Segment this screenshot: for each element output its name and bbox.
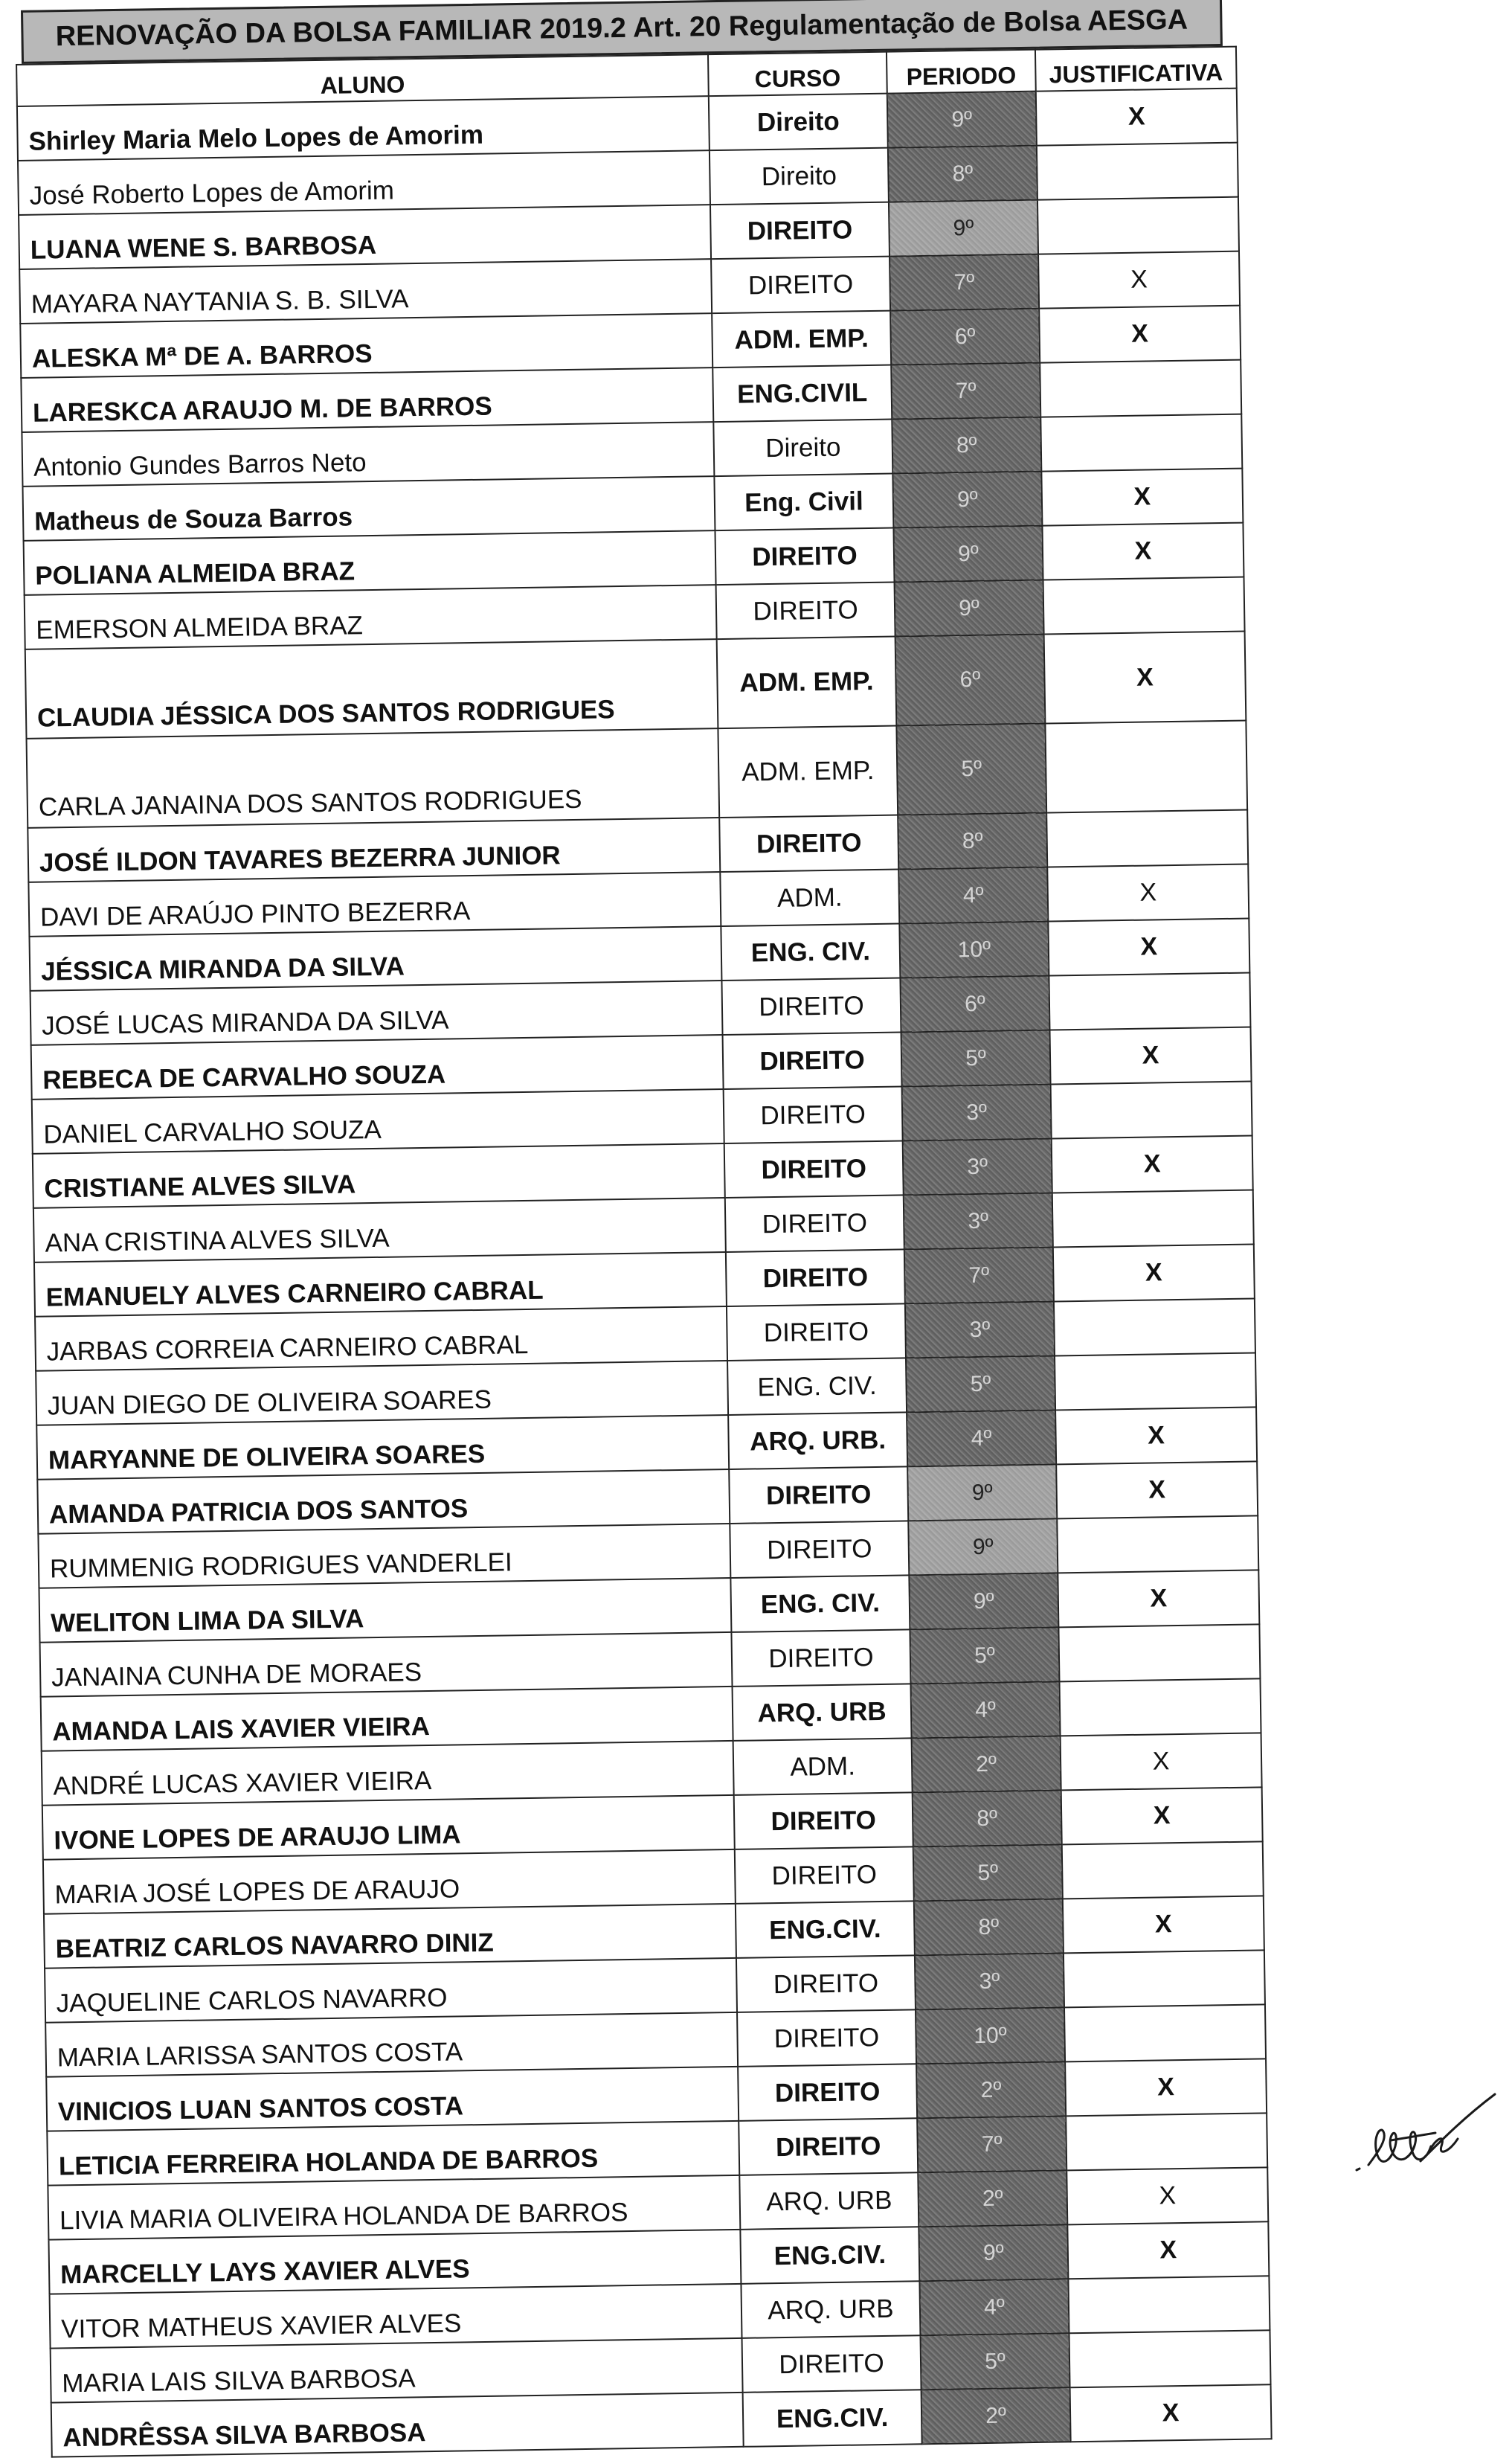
cell-periodo: 3º <box>902 1085 1052 1141</box>
cell-justificativa <box>1052 1190 1254 1247</box>
cell-justificativa: X <box>1055 1407 1257 1464</box>
column-header-periodo: PERIODO <box>887 50 1036 94</box>
cell-justificativa <box>1059 1678 1261 1736</box>
cell-justificativa <box>1049 973 1250 1030</box>
cell-justificativa: X <box>1038 251 1240 309</box>
cell-periodo: 8º <box>914 1899 1064 1955</box>
cell-aluno: VITOR MATHEUS XAVIER ALVES <box>50 2284 742 2349</box>
cell-justificativa: X <box>1067 2167 1268 2224</box>
cell-aluno: ANDRÊSSA SILVA BARBOSA <box>51 2393 744 2457</box>
document-title: RENOVAÇÃO DA BOLSA FAMILIAR 2019.2 Art. 20 Regulamentação de Bolsa AESGA <box>21 0 1223 64</box>
cell-curso: DIREITO <box>725 1195 904 1252</box>
cell-curso: ADM. EMP. <box>718 726 898 818</box>
cell-aluno: WELITON LIMA DA SILVA <box>39 1578 731 1643</box>
cell-periodo: 8º <box>898 813 1047 870</box>
cell-periodo: 2º <box>921 2387 1071 2444</box>
column-header-justificativa: JUSTIFICATIVA <box>1035 47 1237 92</box>
cell-curso: ARQ. URB <box>741 2281 920 2338</box>
cell-justificativa <box>1069 2330 1270 2387</box>
cell-aluno: MARCELLY LAYS XAVIER ALVES <box>48 2230 741 2294</box>
cell-periodo: 9º <box>909 1573 1058 1629</box>
cell-justificativa <box>1054 1298 1255 1355</box>
cell-aluno: LETICIA FERREIRA HOLANDA DE BARROS <box>47 2121 739 2186</box>
cell-justificativa <box>1046 810 1248 867</box>
cell-periodo: 5º <box>896 724 1046 815</box>
cell-curso: ENG. CIV. <box>727 1358 907 1415</box>
cell-aluno: POLIANA ALMEIDA BRAZ <box>24 530 716 595</box>
cell-aluno: BEATRIZ CARLOS NAVARRO DINIZ <box>44 1904 736 1968</box>
cell-aluno: Shirley Maria Melo Lopes de Amorim <box>17 96 710 161</box>
cell-aluno: RUMMENIG RODRIGUES VANDERLEI <box>38 1524 730 1588</box>
cell-aluno: José Roberto Lopes de Amorim <box>18 150 710 215</box>
cell-curso: Direito <box>709 94 888 151</box>
cell-aluno: JOSÉ ILDON TAVARES BEZERRA JUNIOR <box>28 818 720 882</box>
cell-periodo: 5º <box>901 1030 1051 1087</box>
cell-justificativa: X <box>1061 1733 1262 1790</box>
cell-periodo: 7º <box>889 254 1039 311</box>
cell-curso: DIREITO <box>735 1846 914 1904</box>
cell-curso: Eng. Civil <box>714 474 893 531</box>
cell-aluno: MARIA LAIS SILVA BARBOSA <box>51 2338 743 2403</box>
cell-justificativa: X <box>1067 2221 1269 2279</box>
cell-curso: ADM. EMP. <box>717 637 897 729</box>
cell-curso: DIREITO <box>710 202 889 260</box>
cell-periodo: 5º <box>920 2333 1069 2390</box>
cell-aluno: AMANDA PATRICIA DOS SANTOS <box>37 1469 730 1534</box>
cell-aluno: IVONE LOPES DE ARAUJO LIMA <box>42 1795 735 1860</box>
cell-justificativa: X <box>1036 89 1238 146</box>
cell-aluno: DANIEL CARVALHO SOUZA <box>32 1089 724 1154</box>
cell-periodo: 9º <box>908 1518 1058 1575</box>
cell-curso: DIREITO <box>734 1792 913 1849</box>
cell-aluno: LIVIA MARIA OLIVEIRA HOLANDA DE BARROS <box>48 2175 740 2240</box>
cell-periodo: 3º <box>903 1138 1052 1195</box>
cell-justificativa <box>1051 1081 1252 1138</box>
cell-justificativa <box>1066 2113 1267 2170</box>
cell-justificativa: X <box>1049 1027 1251 1085</box>
cell-periodo: 4º <box>898 867 1048 924</box>
cell-periodo: 10º <box>916 2007 1065 2064</box>
cell-justificativa: X <box>1048 919 1249 976</box>
cell-aluno: JANAINA CUNHA DE MORAES <box>40 1632 733 1697</box>
cell-curso: DIREITO <box>729 1466 908 1524</box>
cell-aluno: Antonio Gundes Barros Neto <box>22 422 714 487</box>
cell-curso: DIREITO <box>716 583 895 640</box>
cell-aluno: DAVI DE ARAÚJO PINTO BEZERRA <box>28 872 721 937</box>
cell-aluno: LUANA WENE S. BARBOSA <box>19 205 711 269</box>
cell-periodo: 4º <box>911 1681 1061 1738</box>
cell-aluno: JÉSSICA MIRANDA DA SILVA <box>29 926 721 991</box>
cell-justificativa: X <box>1039 306 1241 363</box>
scanned-sheet <box>15 0 1271 2458</box>
cell-curso: DIREITO <box>724 1086 903 1143</box>
cell-periodo: 6º <box>890 309 1040 365</box>
cell-curso: ENG.CIV. <box>740 2227 919 2284</box>
cell-periodo: 3º <box>904 1193 1053 1249</box>
cell-periodo: 5º <box>906 1355 1055 1412</box>
cell-justificativa: X <box>1058 1570 1259 1627</box>
cell-curso: DIREITO <box>737 2009 916 2067</box>
cell-aluno: MAYARA NAYTANIA S. B. SILVA <box>19 259 712 324</box>
cell-justificativa <box>1045 721 1247 813</box>
cell-periodo: 4º <box>907 1410 1056 1466</box>
cell-curso: DIREITO <box>739 2118 918 2175</box>
cell-justificativa: X <box>1047 864 1249 922</box>
cell-periodo: 6º <box>895 635 1046 726</box>
cell-justificativa: X <box>1041 469 1243 526</box>
scholarship-table <box>16 46 1273 2458</box>
cell-periodo: 3º <box>915 1953 1064 2009</box>
cell-aluno: VINICIOS LUAN SANTOS COSTA <box>46 2067 739 2131</box>
cell-aluno: AMANDA LAIS XAVIER VIEIRA <box>41 1687 733 1751</box>
cell-justificativa <box>1064 2004 1266 2061</box>
cell-periodo: 3º <box>905 1301 1055 1358</box>
cell-justificativa <box>1057 1515 1258 1573</box>
cell-periodo: 5º <box>910 1627 1059 1684</box>
cell-curso: DIREITO <box>721 978 901 1035</box>
cell-periodo: 9º <box>907 1464 1057 1521</box>
cell-curso: DIREITO <box>730 1521 909 1578</box>
cell-periodo: 5º <box>913 1844 1063 1901</box>
cell-curso: DIREITO <box>731 1629 910 1687</box>
cell-curso: ADM. <box>733 1738 913 1795</box>
cell-periodo: 8º <box>913 1790 1062 1846</box>
cell-curso: DIREITO <box>723 1032 902 1089</box>
cell-periodo: 9º <box>887 92 1037 148</box>
cell-justificativa: X <box>1070 2384 1272 2442</box>
cell-justificativa: X <box>1053 1244 1255 1301</box>
cell-curso: DIREITO <box>719 815 898 873</box>
cell-aluno: EMERSON ALMEIDA BRAZ <box>25 585 717 649</box>
cell-aluno: MARYANNE DE OLIVEIRA SOARES <box>36 1415 729 1480</box>
cell-curso: DIREITO <box>724 1140 904 1198</box>
cell-justificativa <box>1040 360 1241 417</box>
cell-curso: ADM. EMP. <box>712 311 891 368</box>
cell-aluno: JARBAS CORREIA CARNEIRO CABRAL <box>35 1306 727 1371</box>
cell-periodo: 4º <box>919 2279 1069 2335</box>
cell-curso: ARQ. URB <box>733 1684 912 1741</box>
cell-aluno: ALESKA Mª DE A. BARROS <box>20 313 712 378</box>
cell-periodo: 7º <box>891 363 1040 420</box>
cell-curso: DIREITO <box>711 257 890 314</box>
cell-periodo: 2º <box>916 2061 1066 2118</box>
cell-aluno: Matheus de Souza Barros <box>22 476 715 541</box>
column-header-aluno: ALUNO <box>16 54 709 106</box>
cell-periodo: 6º <box>900 976 1049 1033</box>
cell-curso: DIREITO <box>742 2335 921 2393</box>
cell-curso: Direito <box>710 148 889 205</box>
cell-periodo: 9º <box>892 472 1042 528</box>
cell-periodo: 10º <box>899 922 1049 978</box>
cell-curso: ARQ. URB. <box>728 1412 907 1469</box>
cell-justificativa: X <box>1056 1461 1258 1518</box>
cell-aluno: CLAUDIA JÉSSICA DOS SANTOS RODRIGUES <box>25 639 718 739</box>
cell-justificativa <box>1064 1950 1265 2007</box>
cell-curso: ENG.CIV. <box>736 1901 915 1958</box>
cell-justificativa <box>1037 143 1238 200</box>
cell-justificativa <box>1068 2276 1270 2333</box>
cell-periodo: 7º <box>917 2116 1067 2172</box>
cell-justificativa <box>1058 1624 1260 1681</box>
handwritten-signature <box>1346 2087 1510 2183</box>
cell-justificativa: X <box>1061 1787 1263 1844</box>
cell-periodo: 9º <box>895 580 1044 637</box>
cell-aluno: LARESKCA ARAUJO M. DE BARROS <box>21 368 713 432</box>
cell-curso: ARQ. URB <box>739 2172 919 2230</box>
cell-curso: ADM. <box>720 869 899 926</box>
cell-periodo: 8º <box>892 417 1041 474</box>
cell-aluno: EMANUELY ALVES CARNEIRO CABRAL <box>34 1252 727 1317</box>
cell-justificativa <box>1062 1841 1264 1899</box>
cell-aluno: JOSÉ LUCAS MIRANDA DA SILVA <box>30 981 723 1045</box>
cell-periodo: 9º <box>893 526 1043 583</box>
cell-periodo: 8º <box>888 146 1038 202</box>
cell-curso: ENG.CIVIL <box>712 365 892 423</box>
cell-justificativa <box>1055 1352 1256 1410</box>
cell-periodo: 7º <box>904 1247 1054 1303</box>
cell-justificativa: X <box>1044 632 1246 724</box>
cell-aluno: CRISTIANE ALVES SILVA <box>33 1143 725 1208</box>
cell-justificativa <box>1043 577 1245 635</box>
cell-aluno: JAQUELINE CARLOS NAVARRO <box>45 1958 737 2023</box>
cell-justificativa: X <box>1065 2059 1267 2116</box>
cell-justificativa <box>1038 197 1239 254</box>
cell-curso: DIREITO <box>715 528 894 585</box>
cell-justificativa: X <box>1063 1896 1264 1953</box>
cell-curso: DIREITO <box>726 1249 905 1306</box>
cell-periodo: 9º <box>889 200 1038 257</box>
cell-aluno: MARIA LARISSA SANTOS COSTA <box>45 2012 738 2077</box>
cell-justificativa <box>1040 414 1242 472</box>
cell-curso: ENG.CIV. <box>743 2390 922 2447</box>
cell-periodo: 9º <box>919 2224 1068 2281</box>
table-body <box>17 89 1272 2457</box>
cell-aluno: JUAN DIEGO DE OLIVEIRA SOARES <box>36 1361 728 1425</box>
cell-aluno: ANDRÉ LUCAS XAVIER VIEIRA <box>42 1741 734 1806</box>
cell-aluno: CARLA JANAINA DOS SANTOS RODRIGUES <box>27 728 720 828</box>
cell-curso: ENG. CIV. <box>730 1575 910 1632</box>
cell-aluno: ANA CRISTINA ALVES SILVA <box>33 1198 726 1262</box>
cell-curso: Direito <box>713 420 892 477</box>
column-header-curso: CURSO <box>708 52 887 97</box>
cell-periodo: 2º <box>912 1736 1061 1792</box>
cell-curso: DIREITO <box>736 1955 916 2012</box>
cell-justificativa: X <box>1042 523 1244 580</box>
cell-curso: DIREITO <box>727 1303 906 1361</box>
cell-aluno: MARIA JOSÉ LOPES DE ARAUJO <box>43 1849 736 1914</box>
cell-aluno: REBECA DE CARVALHO SOUZA <box>31 1035 724 1100</box>
cell-periodo: 2º <box>918 2170 1067 2227</box>
cell-curso: ENG. CIV. <box>721 923 900 981</box>
cell-curso: DIREITO <box>738 2064 917 2121</box>
cell-justificativa: X <box>1052 1135 1253 1193</box>
